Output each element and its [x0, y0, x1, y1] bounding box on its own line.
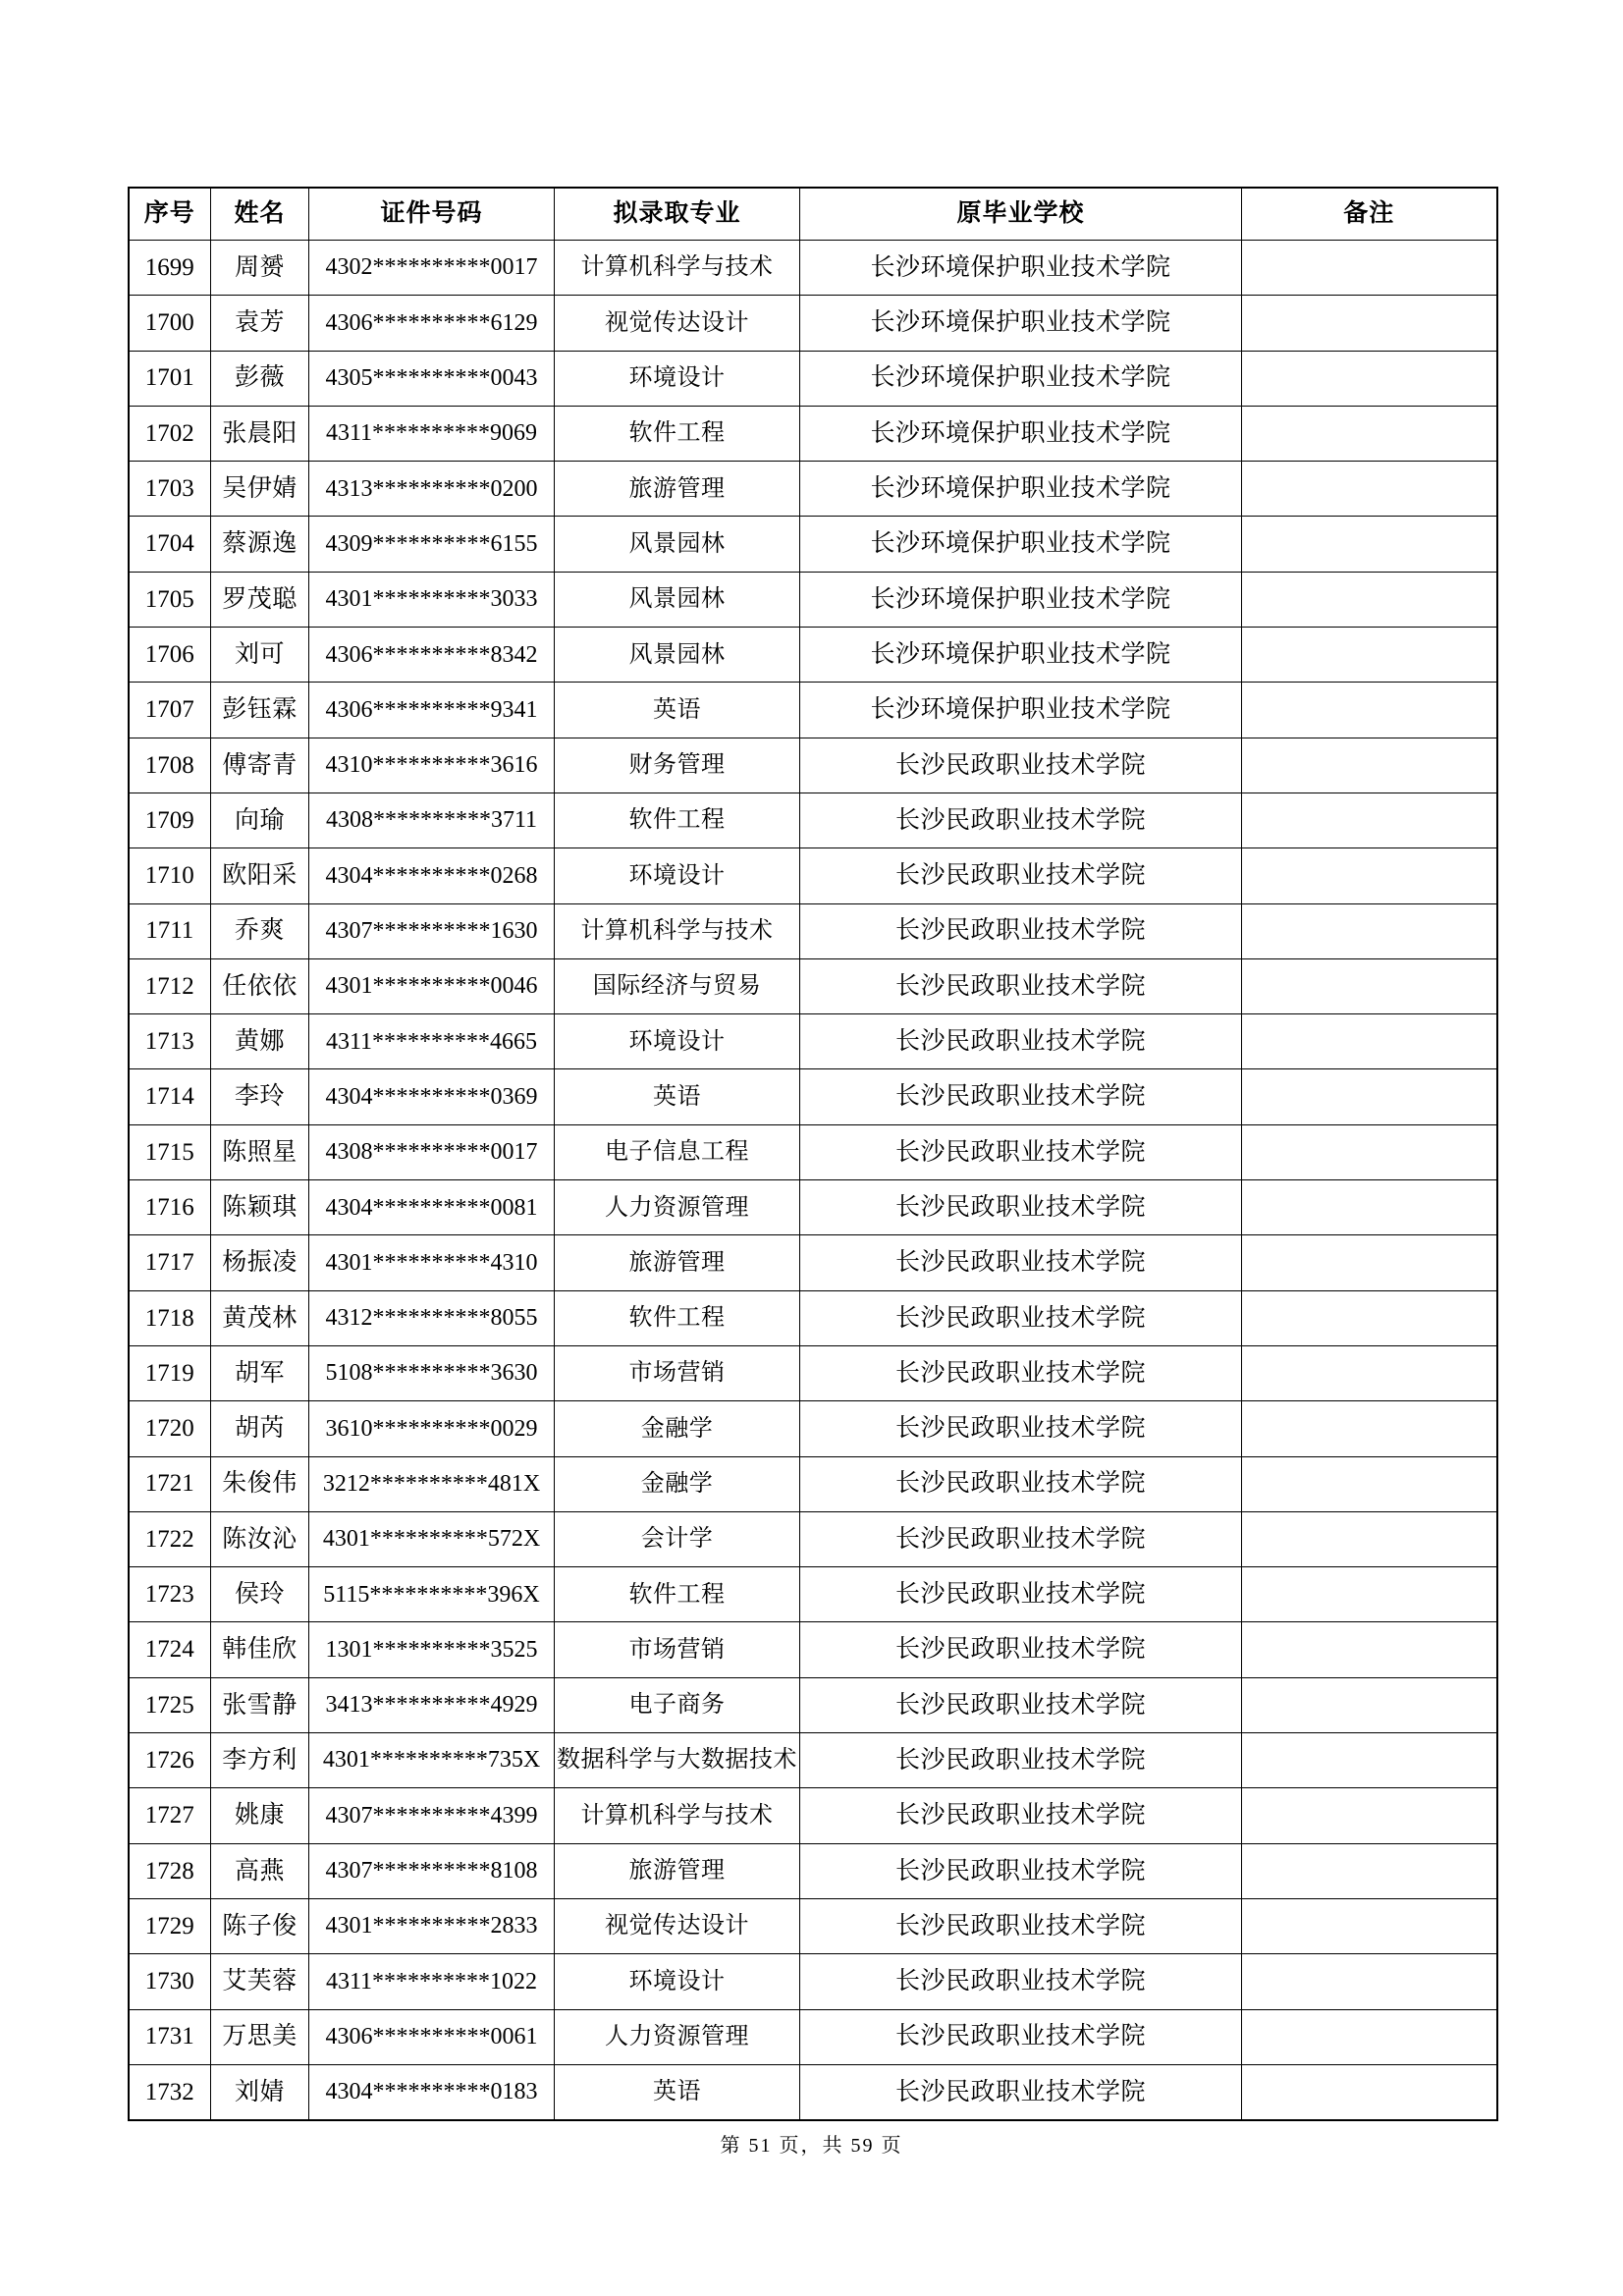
cell-name: 吴伊婧 — [211, 462, 309, 517]
table-row — [129, 1898, 1497, 1953]
table-row — [129, 1290, 1497, 1345]
table-row — [129, 1622, 1497, 1677]
column-header-note: 备注 — [1242, 188, 1497, 241]
table-row — [129, 848, 1497, 903]
cell-id: 4307**********1630 — [309, 903, 555, 958]
cell-major: 旅游管理 — [555, 462, 800, 517]
table-row — [129, 1345, 1497, 1400]
cell-school: 长沙民政职业技术学院 — [800, 1843, 1242, 1898]
cell-school: 长沙民政职业技术学院 — [800, 1401, 1242, 1456]
cell-name: 黄娜 — [211, 1014, 309, 1069]
cell-note — [1242, 462, 1497, 517]
cell-name: 侯玲 — [211, 1567, 309, 1622]
cell-major: 风景园林 — [555, 628, 800, 683]
cell-note — [1242, 1511, 1497, 1566]
cell-school: 长沙民政职业技术学院 — [800, 1567, 1242, 1622]
cell-school: 长沙民政职业技术学院 — [800, 1898, 1242, 1953]
table-row — [129, 1180, 1497, 1235]
table-row — [129, 241, 1497, 296]
table-row — [129, 296, 1497, 351]
cell-major: 电子信息工程 — [555, 1124, 800, 1179]
cell-school: 长沙环境保护职业技术学院 — [800, 517, 1242, 572]
cell-seq: 1732 — [129, 2064, 211, 2120]
cell-note — [1242, 351, 1497, 406]
column-header-seq: 序号 — [129, 188, 211, 241]
cell-school: 长沙民政职业技术学院 — [800, 1290, 1242, 1345]
cell-note — [1242, 1622, 1497, 1677]
cell-seq: 1707 — [129, 683, 211, 738]
roster-table-container — [128, 187, 1496, 2121]
cell-id: 4307**********4399 — [309, 1788, 555, 1843]
table-row — [129, 1511, 1497, 1566]
cell-school: 长沙民政职业技术学院 — [800, 2009, 1242, 2064]
cell-major: 计算机科学与技术 — [555, 241, 800, 296]
cell-major: 英语 — [555, 683, 800, 738]
table-row — [129, 406, 1497, 461]
cell-note — [1242, 1788, 1497, 1843]
cell-id: 4308**********3711 — [309, 793, 555, 847]
cell-note — [1242, 738, 1497, 793]
table-row — [129, 1954, 1497, 2009]
cell-id: 4308**********0017 — [309, 1124, 555, 1179]
cell-id: 4313**********0200 — [309, 462, 555, 517]
cell-name: 胡军 — [211, 1345, 309, 1400]
cell-name: 欧阳采 — [211, 848, 309, 903]
cell-major: 环境设计 — [555, 351, 800, 406]
cell-id: 4309**********6155 — [309, 517, 555, 572]
cell-id: 4304**********0183 — [309, 2064, 555, 2120]
cell-major: 金融学 — [555, 1401, 800, 1456]
cell-school: 长沙民政职业技术学院 — [800, 1180, 1242, 1235]
cell-school: 长沙民政职业技术学院 — [800, 848, 1242, 903]
cell-school: 长沙环境保护职业技术学院 — [800, 628, 1242, 683]
cell-name: 陈子俊 — [211, 1898, 309, 1953]
cell-school: 长沙环境保护职业技术学院 — [800, 572, 1242, 627]
cell-school: 长沙民政职业技术学院 — [800, 1069, 1242, 1124]
cell-seq: 1701 — [129, 351, 211, 406]
column-header-id: 证件号码 — [309, 188, 555, 241]
cell-name: 韩佳欣 — [211, 1622, 309, 1677]
cell-school: 长沙民政职业技术学院 — [800, 1677, 1242, 1732]
cell-name: 傅寄青 — [211, 738, 309, 793]
cell-seq: 1699 — [129, 241, 211, 296]
cell-school: 长沙民政职业技术学院 — [800, 1511, 1242, 1566]
cell-seq: 1727 — [129, 1788, 211, 1843]
cell-id: 4311**********1022 — [309, 1954, 555, 2009]
cell-name: 乔爽 — [211, 903, 309, 958]
cell-note — [1242, 406, 1497, 461]
cell-id: 4306**********0061 — [309, 2009, 555, 2064]
cell-id: 3610**********0029 — [309, 1401, 555, 1456]
cell-seq: 1711 — [129, 903, 211, 958]
cell-note — [1242, 1401, 1497, 1456]
cell-major: 软件工程 — [555, 1290, 800, 1345]
cell-seq: 1719 — [129, 1345, 211, 1400]
page-footer: 第 51 页，共 59 页 — [720, 2135, 903, 2157]
cell-school: 长沙民政职业技术学院 — [800, 1014, 1242, 1069]
cell-name: 姚康 — [211, 1788, 309, 1843]
cell-seq: 1729 — [129, 1898, 211, 1953]
column-header-school: 原毕业学校 — [800, 188, 1242, 241]
cell-id: 4301**********4310 — [309, 1235, 555, 1290]
cell-seq: 1718 — [129, 1290, 211, 1345]
cell-school: 长沙环境保护职业技术学院 — [800, 683, 1242, 738]
cell-note — [1242, 241, 1497, 296]
cell-major: 市场营销 — [555, 1345, 800, 1400]
table-row — [129, 793, 1497, 847]
table-row — [129, 462, 1497, 517]
cell-school: 长沙民政职业技术学院 — [800, 793, 1242, 847]
cell-school: 长沙环境保护职业技术学院 — [800, 241, 1242, 296]
cell-note — [1242, 1954, 1497, 2009]
table-header-row — [129, 188, 1497, 241]
cell-seq: 1723 — [129, 1567, 211, 1622]
cell-seq: 1706 — [129, 628, 211, 683]
cell-name: 陈照星 — [211, 1124, 309, 1179]
cell-seq: 1709 — [129, 793, 211, 847]
cell-seq: 1712 — [129, 958, 211, 1013]
cell-school: 长沙民政职业技术学院 — [800, 1124, 1242, 1179]
cell-name: 李方利 — [211, 1733, 309, 1788]
cell-note — [1242, 903, 1497, 958]
cell-note — [1242, 2064, 1497, 2120]
cell-id: 4311**********9069 — [309, 406, 555, 461]
cell-school: 长沙民政职业技术学院 — [800, 1235, 1242, 1290]
cell-name: 李玲 — [211, 1069, 309, 1124]
cell-note — [1242, 1843, 1497, 1898]
cell-id: 4306**********6129 — [309, 296, 555, 351]
cell-seq: 1730 — [129, 1954, 211, 2009]
table-row — [129, 1567, 1497, 1622]
cell-name: 彭薇 — [211, 351, 309, 406]
table-row — [129, 1124, 1497, 1179]
cell-name: 朱俊伟 — [211, 1456, 309, 1511]
table-row — [129, 1235, 1497, 1290]
cell-seq: 1714 — [129, 1069, 211, 1124]
cell-id: 4304**********0268 — [309, 848, 555, 903]
cell-id: 4306**********9341 — [309, 683, 555, 738]
cell-school: 长沙环境保护职业技术学院 — [800, 296, 1242, 351]
cell-major: 风景园林 — [555, 517, 800, 572]
cell-school: 长沙民政职业技术学院 — [800, 903, 1242, 958]
cell-note — [1242, 1567, 1497, 1622]
cell-major: 环境设计 — [555, 1954, 800, 2009]
cell-major: 金融学 — [555, 1456, 800, 1511]
cell-id: 4304**********0369 — [309, 1069, 555, 1124]
cell-major: 财务管理 — [555, 738, 800, 793]
cell-major: 数据科学与大数据技术 — [555, 1733, 800, 1788]
table-row — [129, 1069, 1497, 1124]
cell-major: 英语 — [555, 2064, 800, 2120]
cell-note — [1242, 848, 1497, 903]
cell-name: 蔡源逸 — [211, 517, 309, 572]
cell-note — [1242, 296, 1497, 351]
cell-name: 刘可 — [211, 628, 309, 683]
cell-school: 长沙民政职业技术学院 — [800, 1622, 1242, 1677]
cell-school: 长沙民政职业技术学院 — [800, 738, 1242, 793]
cell-seq: 1700 — [129, 296, 211, 351]
cell-seq: 1717 — [129, 1235, 211, 1290]
cell-major: 软件工程 — [555, 1567, 800, 1622]
cell-name: 周赟 — [211, 241, 309, 296]
cell-id: 4305**********0043 — [309, 351, 555, 406]
cell-name: 张雪静 — [211, 1677, 309, 1732]
table-row — [129, 1014, 1497, 1069]
table-body — [129, 241, 1497, 2121]
table-row — [129, 683, 1497, 738]
cell-school: 长沙环境保护职业技术学院 — [800, 462, 1242, 517]
cell-note — [1242, 572, 1497, 627]
cell-major: 国际经济与贸易 — [555, 958, 800, 1013]
cell-major: 视觉传达设计 — [555, 296, 800, 351]
cell-name: 艾芙蓉 — [211, 1954, 309, 2009]
cell-id: 4312**********8055 — [309, 1290, 555, 1345]
cell-major: 软件工程 — [555, 406, 800, 461]
table-row — [129, 1456, 1497, 1511]
table-row — [129, 572, 1497, 627]
cell-seq: 1710 — [129, 848, 211, 903]
table-row — [129, 351, 1497, 406]
cell-note — [1242, 1456, 1497, 1511]
cell-name: 刘婧 — [211, 2064, 309, 2120]
cell-note — [1242, 1069, 1497, 1124]
cell-major: 会计学 — [555, 1511, 800, 1566]
cell-school: 长沙民政职业技术学院 — [800, 1788, 1242, 1843]
cell-name: 陈颖琪 — [211, 1180, 309, 1235]
cell-major: 环境设计 — [555, 1014, 800, 1069]
cell-seq: 1726 — [129, 1733, 211, 1788]
cell-major: 旅游管理 — [555, 1235, 800, 1290]
cell-name: 任依依 — [211, 958, 309, 1013]
cell-note — [1242, 1180, 1497, 1235]
cell-seq: 1720 — [129, 1401, 211, 1456]
table-row — [129, 1788, 1497, 1843]
cell-major: 风景园林 — [555, 572, 800, 627]
table-row — [129, 903, 1497, 958]
admission-roster-table — [128, 187, 1498, 2121]
column-header-major: 拟录取专业 — [555, 188, 800, 241]
cell-school: 长沙民政职业技术学院 — [800, 2064, 1242, 2120]
cell-id: 5108**********3630 — [309, 1345, 555, 1400]
cell-seq: 1722 — [129, 1511, 211, 1566]
cell-id: 4302**********0017 — [309, 241, 555, 296]
cell-name: 万思美 — [211, 2009, 309, 2064]
cell-note — [1242, 1898, 1497, 1953]
table-row — [129, 1677, 1497, 1732]
cell-name: 胡芮 — [211, 1401, 309, 1456]
cell-seq: 1703 — [129, 462, 211, 517]
cell-id: 4311**********4665 — [309, 1014, 555, 1069]
cell-school: 长沙民政职业技术学院 — [800, 1456, 1242, 1511]
cell-id: 3413**********4929 — [309, 1677, 555, 1732]
cell-note — [1242, 1345, 1497, 1400]
cell-note — [1242, 683, 1497, 738]
cell-id: 4301**********2833 — [309, 1898, 555, 1953]
cell-seq: 1731 — [129, 2009, 211, 2064]
column-header-name: 姓名 — [211, 188, 309, 241]
cell-note — [1242, 1733, 1497, 1788]
cell-school: 长沙环境保护职业技术学院 — [800, 406, 1242, 461]
table-row — [129, 2064, 1497, 2120]
table-row — [129, 628, 1497, 683]
cell-note — [1242, 2009, 1497, 2064]
cell-name: 彭钰霖 — [211, 683, 309, 738]
cell-major: 环境设计 — [555, 848, 800, 903]
table-row — [129, 1843, 1497, 1898]
cell-name: 张晨阳 — [211, 406, 309, 461]
cell-seq: 1721 — [129, 1456, 211, 1511]
table-row — [129, 517, 1497, 572]
cell-id: 5115**********396X — [309, 1567, 555, 1622]
table-row — [129, 958, 1497, 1013]
table-header — [129, 188, 1497, 241]
cell-seq: 1705 — [129, 572, 211, 627]
cell-note — [1242, 1677, 1497, 1732]
cell-id: 4306**********8342 — [309, 628, 555, 683]
cell-note — [1242, 517, 1497, 572]
cell-major: 市场营销 — [555, 1622, 800, 1677]
cell-seq: 1725 — [129, 1677, 211, 1732]
cell-name: 罗茂聪 — [211, 572, 309, 627]
cell-major: 英语 — [555, 1069, 800, 1124]
table-row — [129, 1733, 1497, 1788]
cell-school: 长沙环境保护职业技术学院 — [800, 351, 1242, 406]
cell-id: 4301**********572X — [309, 1511, 555, 1566]
cell-school: 长沙民政职业技术学院 — [800, 1345, 1242, 1400]
cell-major: 软件工程 — [555, 793, 800, 847]
cell-id: 4310**********3616 — [309, 738, 555, 793]
cell-seq: 1728 — [129, 1843, 211, 1898]
cell-note — [1242, 1124, 1497, 1179]
cell-id: 4307**********8108 — [309, 1843, 555, 1898]
cell-major: 旅游管理 — [555, 1843, 800, 1898]
cell-name: 袁芳 — [211, 296, 309, 351]
cell-school: 长沙民政职业技术学院 — [800, 1954, 1242, 2009]
cell-major: 计算机科学与技术 — [555, 1788, 800, 1843]
cell-note — [1242, 1014, 1497, 1069]
table-row — [129, 738, 1497, 793]
cell-seq: 1716 — [129, 1180, 211, 1235]
cell-major: 电子商务 — [555, 1677, 800, 1732]
cell-seq: 1704 — [129, 517, 211, 572]
table-row — [129, 2009, 1497, 2064]
cell-id: 4301**********0046 — [309, 958, 555, 1013]
cell-seq: 1724 — [129, 1622, 211, 1677]
cell-note — [1242, 628, 1497, 683]
cell-school: 长沙民政职业技术学院 — [800, 1733, 1242, 1788]
cell-id: 4304**********0081 — [309, 1180, 555, 1235]
cell-name: 向瑜 — [211, 793, 309, 847]
cell-seq: 1715 — [129, 1124, 211, 1179]
cell-id: 1301**********3525 — [309, 1622, 555, 1677]
cell-name: 杨振凌 — [211, 1235, 309, 1290]
cell-major: 计算机科学与技术 — [555, 903, 800, 958]
cell-seq: 1702 — [129, 406, 211, 461]
cell-school: 长沙民政职业技术学院 — [800, 958, 1242, 1013]
cell-note — [1242, 1290, 1497, 1345]
table-row — [129, 1401, 1497, 1456]
cell-seq: 1708 — [129, 738, 211, 793]
cell-id: 4301**********735X — [309, 1733, 555, 1788]
cell-note — [1242, 958, 1497, 1013]
cell-major: 人力资源管理 — [555, 1180, 800, 1235]
cell-name: 高燕 — [211, 1843, 309, 1898]
cell-major: 人力资源管理 — [555, 2009, 800, 2064]
cell-note — [1242, 793, 1497, 847]
cell-name: 黄茂林 — [211, 1290, 309, 1345]
cell-major: 视觉传达设计 — [555, 1898, 800, 1953]
cell-note — [1242, 1235, 1497, 1290]
cell-seq: 1713 — [129, 1014, 211, 1069]
cell-id: 3212**********481X — [309, 1456, 555, 1511]
cell-id: 4301**********3033 — [309, 572, 555, 627]
cell-name: 陈汝沁 — [211, 1511, 309, 1566]
